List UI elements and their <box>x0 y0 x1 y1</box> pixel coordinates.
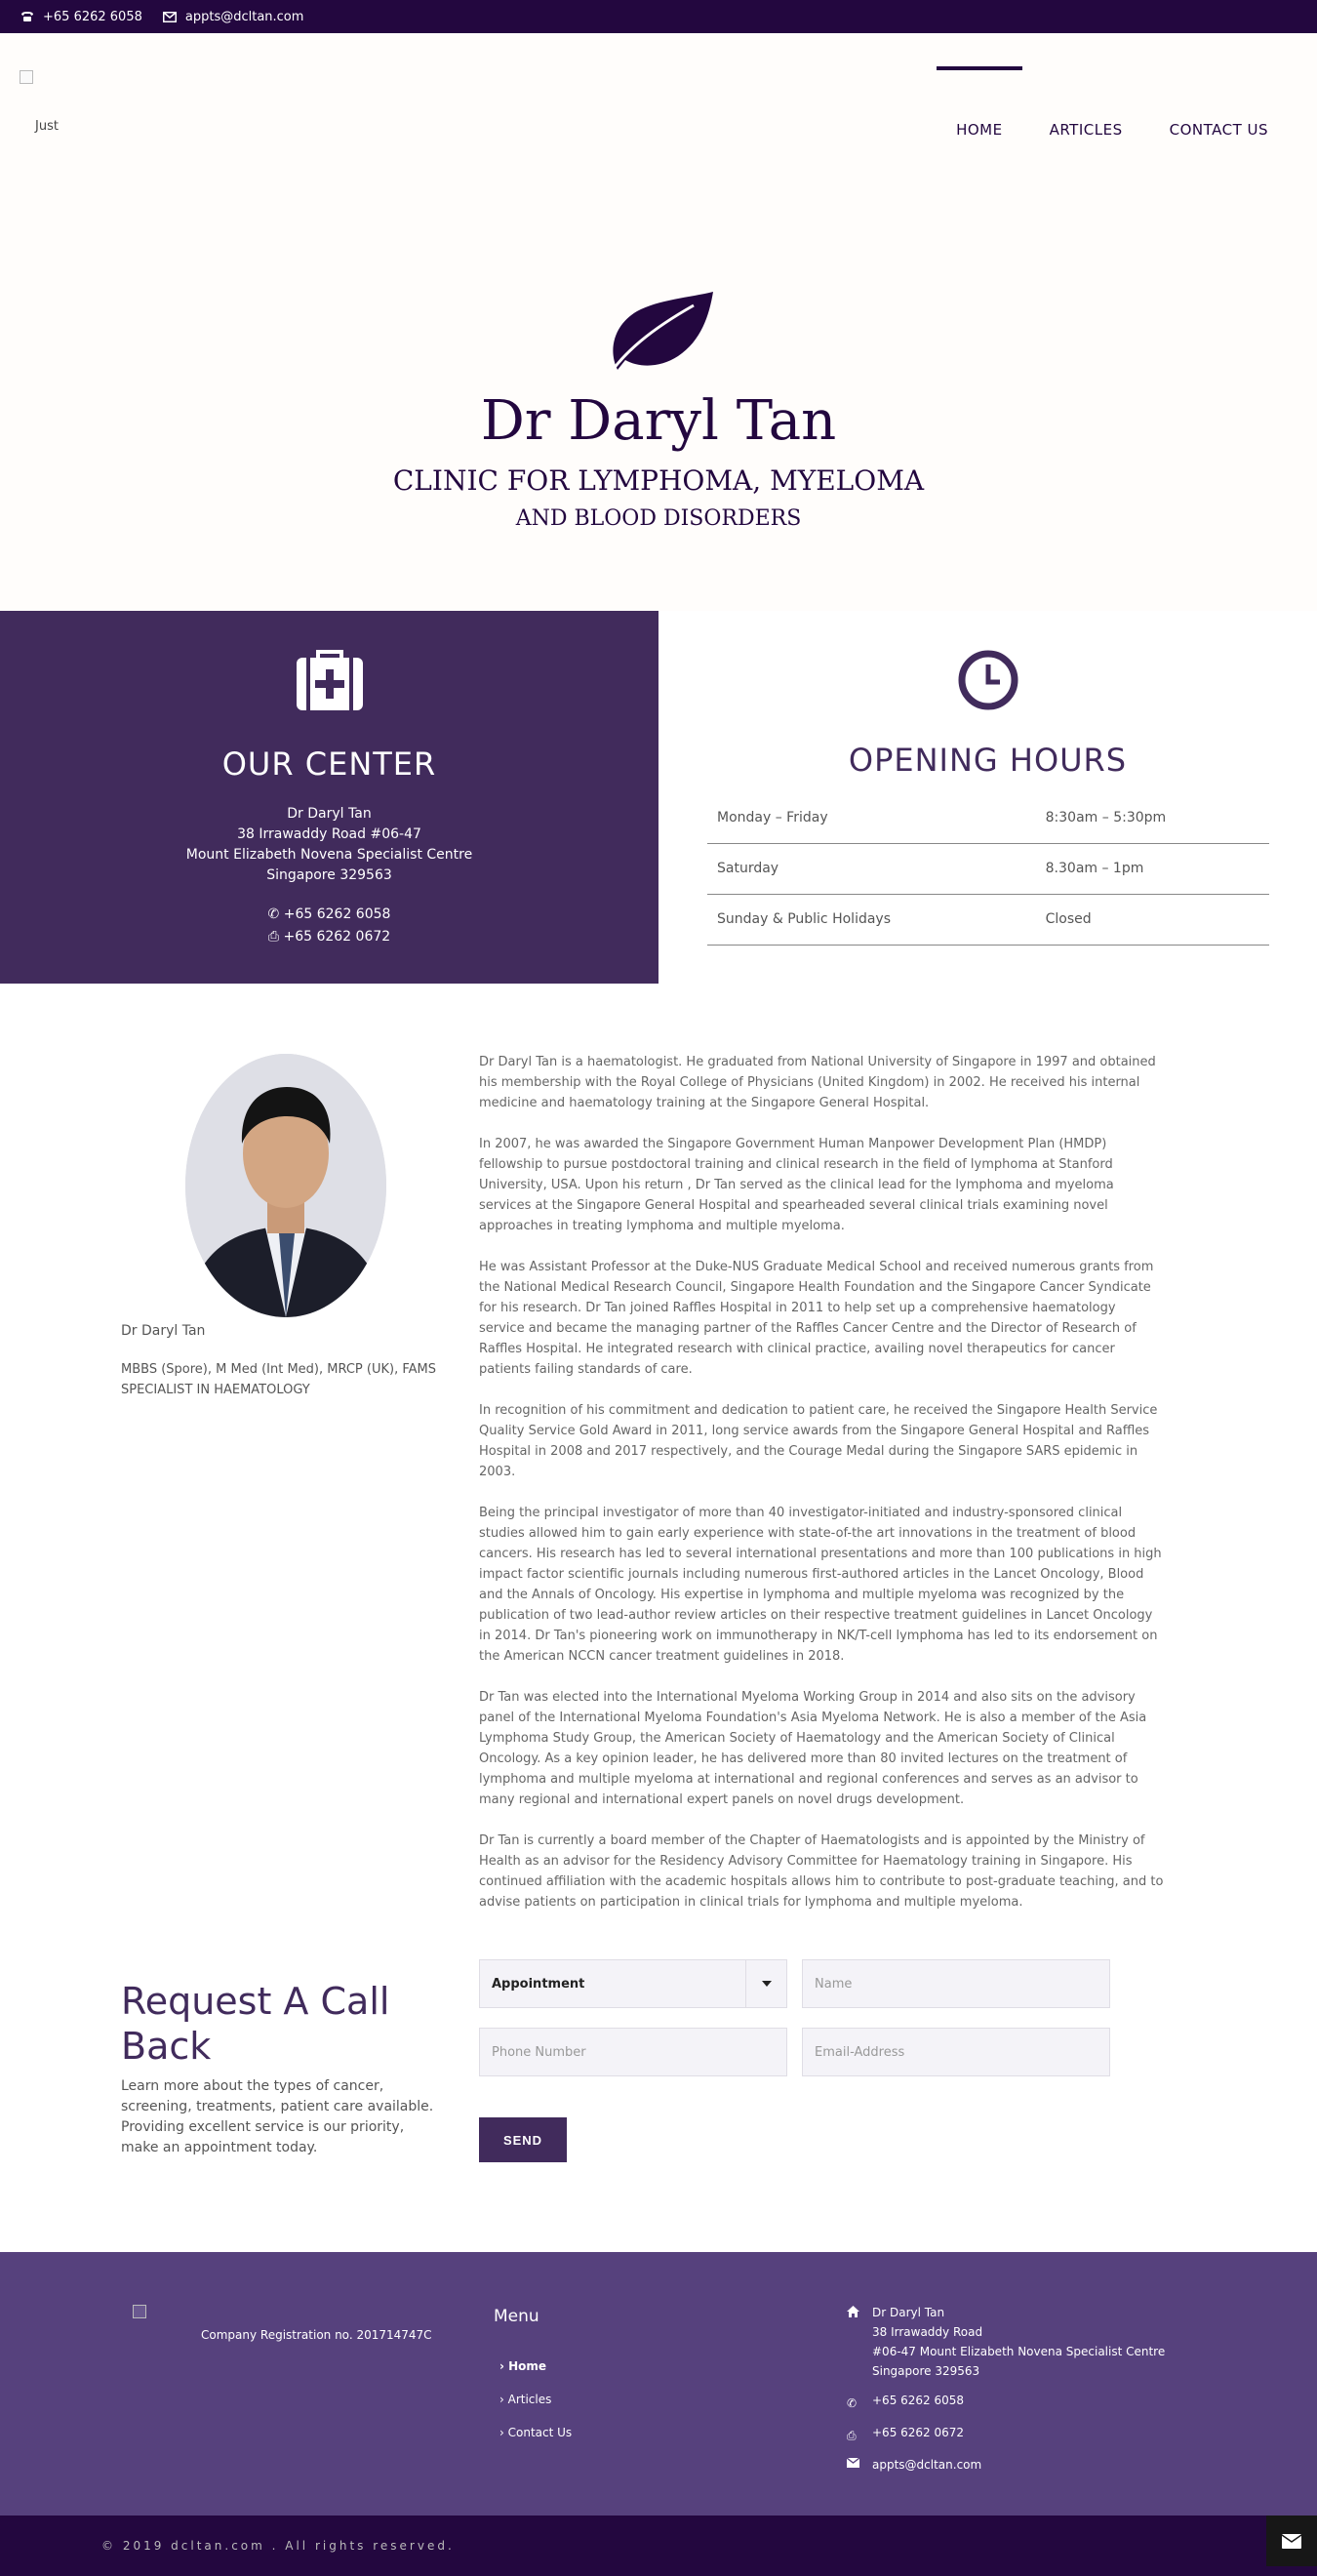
menu-item-home[interactable]: HOME <box>956 121 1003 139</box>
footer-menu-articles[interactable]: › Articles <box>499 2383 572 2416</box>
footer-phone[interactable]: +65 6262 6058 <box>872 2394 965 2407</box>
doctor-bio <box>479 1052 1164 1933</box>
table-row <box>707 894 1269 945</box>
footer-address-line: Dr Daryl Tan <box>872 2306 945 2319</box>
hours-time: 8:30am – 5:30pm <box>1026 792 1269 843</box>
footer-address-line: 38 Irrawaddy Road <box>872 2325 983 2339</box>
phone-icon: ✆ <box>847 2396 858 2410</box>
center-line-3: Mount Elizabeth Novena Specialist Centre <box>185 847 473 863</box>
phone-icon: ✆ <box>267 906 280 922</box>
table-row <box>707 792 1269 843</box>
footer-email[interactable]: appts@dcltan.com <box>872 2458 982 2472</box>
doctor-portrait <box>185 1054 386 1317</box>
medical-kit-icon <box>295 650 365 712</box>
envelope-icon <box>1282 2534 1301 2549</box>
mail-icon <box>162 9 178 24</box>
appointment-select-value: Appointment <box>492 1976 585 1992</box>
home-icon <box>847 2303 872 2317</box>
bio-paragraph: In recognition of his commitment and dedication to patient care, he received the Singapore Health Service Quality Service Gold Award in 2011, long service awards from the Singapore General Hospital and Raffles Hospital in 2008 and 2017 respectively, and the Courage Medal during the Singapore SARS epidemic in 2003. <box>479 1403 1158 1479</box>
footer-address-line: #06-47 Mount Elizabeth Novena Specialist Centre <box>872 2345 1166 2358</box>
bio-paragraph: He was Assistant Professor at the Duke-NUS Graduate Medical School and received numerous grants from the National Medical Research Council, Singapore Health Foundation and the Singapore Cancer Syndicate for his research. Dr Tan joined Raffles Hospital in 2011 to help set up a comprehensive haematology service and became the managing partner of the Raffles Cancer Centre and the Director of Research of Raffles Hospital. He integrated research with clinical practice, availing novel therapeutics for cancer patients failing standards of care. <box>479 1260 1154 1377</box>
send-button[interactable]: SEND <box>479 2117 567 2162</box>
name-input[interactable]: Name <box>802 1959 1110 2008</box>
opening-hours-heading: OPENING HOURS <box>848 742 1128 779</box>
bio-paragraph: Dr Daryl Tan is a haematologist. He graduated from National University of Singapore in 1997 and obtained his membership with the Royal College of Physicians (United Kingdom) in 2002. He received his internal medicine and haematology training at the Singapore General Hospital. <box>479 1055 1156 1110</box>
center-line-1: Dr Daryl Tan <box>287 806 372 822</box>
call-back-text: Learn more about the types of cancer, screening, treatments, patient care available. Providing excellent service is our priority, make an appointment today. <box>121 2078 434 2155</box>
phone-icon <box>20 9 35 24</box>
hero-title: Dr Daryl Tan <box>480 389 837 453</box>
footer-menu-home[interactable]: › Home <box>499 2350 572 2383</box>
center-fax-text: +65 6262 0672 <box>283 929 391 945</box>
fax-icon: ⎙ <box>847 2429 857 2442</box>
hero-section <box>0 141 1317 611</box>
center-line-4: Singapore 329563 <box>266 867 392 883</box>
our-center-heading: OUR CENTER <box>221 745 437 783</box>
bio-paragraph: Dr Tan is currently a board member of the Chapter of Haematologists and is appointed by the Ministry of Health as an advisor for the Residency Advisory Committee for Haematology training in Singapore. His continued affiliation with the academic hospitals allows him to contribute to post-graduate teaching, and to advise patients on participation in clinical trials for lymphoma and multiple myeloma. <box>479 1833 1164 1910</box>
clock-icon <box>958 650 1018 710</box>
call-back-title: Request A Call Back <box>121 1980 390 2068</box>
topbar-phone-text: +65 6262 6058 <box>43 9 142 24</box>
mail-icon <box>847 2455 872 2468</box>
hours-day: Saturday <box>707 843 1026 894</box>
menu-item-contact-us[interactable]: CONTACT US <box>1169 121 1268 139</box>
hours-day: Monday – Friday <box>707 792 1026 843</box>
footer-contact <box>847 2303 1165 2484</box>
footer-address-line: Singapore 329563 <box>872 2364 980 2378</box>
fax-icon: ⎙ <box>267 929 280 945</box>
topbar-email[interactable] <box>162 9 304 24</box>
doctor-qualifications: MBBS (Spore), M Med (Int Med), MRCP (UK), FAMS SPECIALIST IN HAEMATOLOGY <box>121 1362 437 1397</box>
appointment-select[interactable] <box>479 1959 787 2008</box>
footer-menu-heading: Menu <box>494 2307 539 2326</box>
table-row <box>707 843 1269 894</box>
company-registration: Company Registration no. 201714747C <box>201 2328 432 2342</box>
about-section <box>0 984 1317 1959</box>
center-line-2: 38 Irrawaddy Road #06-47 <box>237 826 421 842</box>
hours-time: Closed <box>1026 894 1269 945</box>
logo-alt-text: Just <box>35 119 59 134</box>
info-section <box>0 611 1317 984</box>
call-back-section <box>0 1959 1317 2252</box>
copyright-text: © 2019 dcltan.com . All rights reserved. <box>101 2539 455 2553</box>
caret-down-icon[interactable] <box>745 1960 786 2007</box>
hours-time: 8.30am – 1pm <box>1026 843 1269 894</box>
bio-paragraph: Being the principal investigator of more than 40 investigator-initiated and industry-sponsored clinical studies allowed him to gain early experience with state-of-the art innovations in the treatment of blood cancers. His research has led to several international presentations and more than 100 publications in high impact factor scientific journals including numerous first-authored articles in the Lancet Oncology, Blood and the Annals of Oncology. His expertise in lymphoma and multiple myeloma was recognized by the publication of two lead-author review articles on their respective treatment guidelines in Lancet Oncology in 2014. Dr Tan's pioneering work on immunotherapy in NK/T-cell lymphoma has led to its endorsement on the American NCCN cancer treatment guidelines in 2018. <box>479 1506 1162 1664</box>
hero-subtitle-2: AND BLOOD DISORDERS <box>515 506 802 531</box>
contact-mail-button[interactable] <box>1266 2516 1317 2566</box>
our-center-panel <box>0 611 658 984</box>
opening-hours-panel <box>658 611 1317 984</box>
topbar-email-text: appts@dcltan.com <box>184 9 304 24</box>
copyright-bar <box>0 2516 1317 2576</box>
hours-table <box>707 792 1269 946</box>
center-fax <box>0 926 658 948</box>
center-phone-text: +65 6262 6058 <box>283 906 391 922</box>
topbar-phone[interactable] <box>20 9 142 24</box>
footer-fax: +65 6262 0672 <box>872 2426 965 2439</box>
hero-subtitle-1: CLINIC FOR LYMPHOMA, MYELOMA <box>392 464 925 497</box>
center-phone[interactable] <box>0 904 658 926</box>
top-bar <box>0 0 1317 33</box>
logo-image[interactable] <box>20 70 33 84</box>
leaf-logo-icon <box>600 292 717 374</box>
email-input[interactable]: Email-Address <box>802 2028 1110 2076</box>
hours-day: Sunday & Public Holidays <box>707 894 1026 945</box>
phone-input[interactable]: Phone Number <box>479 2028 787 2076</box>
site-footer <box>0 2252 1317 2516</box>
bio-paragraph: In 2007, he was awarded the Singapore Government Human Manpower Development Plan (HMDP) fellowship to pursue postdoctoral training and clinical research in the field of lymphoma at Stanford University, USA. Upon his return , Dr Tan served as the clinical lead for the lymphoma and myeloma services at the Singapore General Hospital and spearheaded several clinical trials examining novel approaches in treating lymphoma and multiple myeloma. <box>479 1137 1114 1233</box>
site-header <box>0 33 1317 141</box>
bio-paragraph: Dr Tan was elected into the International Myeloma Working Group in 2014 and also sits on the advisory panel of the International Myeloma Foundation's Asia Myeloma Network. He is also a member of the Asia Lymphoma Study Group, the American Society of Haematology and the American Society of Clinical Oncology. As a key opinion leader, he has delivered more than 80 invited lectures on the treatment of lymphoma and multiple myeloma at international and regional conferences and serves as an advisor to many regional and international expert panels on novel drugs development. <box>479 1690 1147 1807</box>
menu-item-articles[interactable]: ARTICLES <box>1049 121 1123 139</box>
doctor-caption: Dr Daryl Tan <box>121 1323 206 1339</box>
footer-menu <box>499 2350 572 2449</box>
footer-menu-contact-us[interactable]: › Contact Us <box>499 2416 572 2449</box>
main-menu <box>956 121 1268 139</box>
footer-logo-image[interactable] <box>133 2305 146 2318</box>
